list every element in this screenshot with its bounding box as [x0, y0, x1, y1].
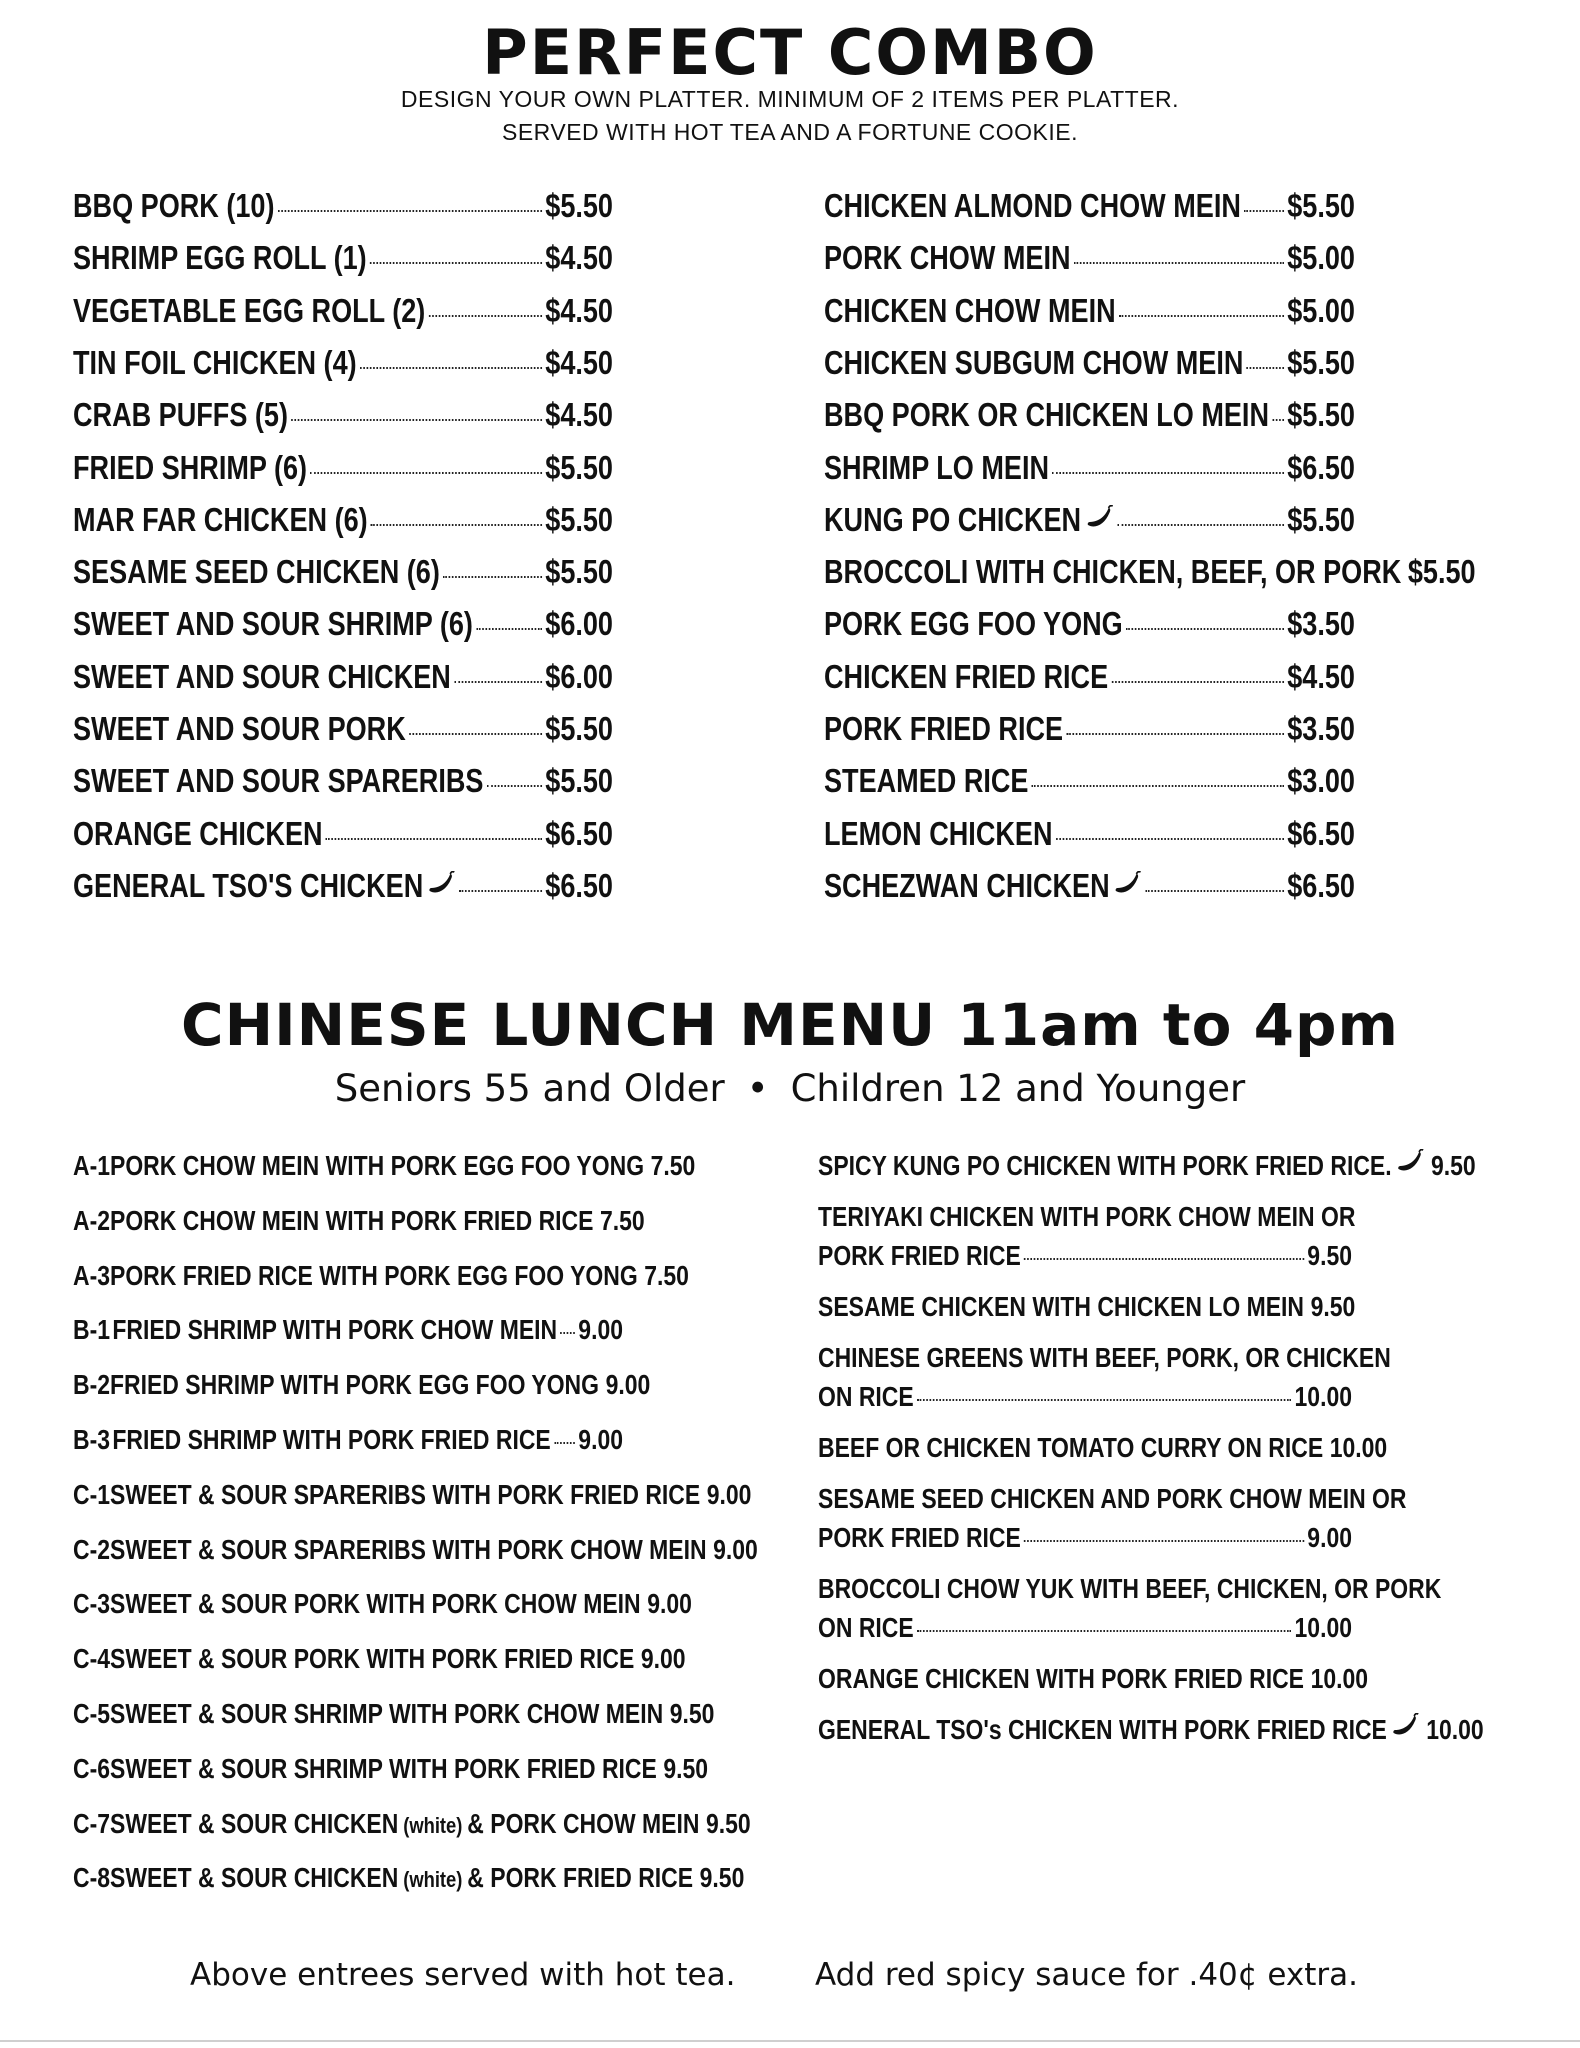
item-price: $5.00 [1287, 291, 1355, 329]
item-price: $4.50 [545, 343, 613, 381]
item-name: FRIED SHRIMP WITH PORK FRIED RICE [112, 1424, 551, 1455]
item-price: 9.50 [699, 1862, 745, 1894]
item-price: 9.00 [578, 1314, 623, 1346]
item-price: 9.50 [706, 1807, 751, 1839]
lunch-item [818, 1521, 1352, 1555]
dot-leader [429, 315, 542, 317]
dot-leader [1052, 472, 1284, 474]
item-code: A-1 [73, 1150, 111, 1181]
item-name: SPICY KUNG PO CHICKEN WITH PORK FRIED RICE. [818, 1150, 1392, 1181]
item-price: $3.00 [1287, 762, 1355, 800]
lunch-item-first-line: BROCCOLI CHOW YUK WITH BEEF, CHICKEN, OR PORK [818, 1573, 1442, 1604]
dot-leader [1074, 262, 1284, 264]
item-name: SWEET & SOUR CHICKEN [110, 1807, 399, 1839]
dot-leader [1119, 315, 1284, 317]
item-price: $5.00 [1287, 239, 1355, 277]
item-price: 7.50 [644, 1259, 689, 1291]
item-name: ORANGE CHICKEN [73, 814, 323, 852]
item-name: PORK CHOW MEIN WITH PORK EGG FOO YONG [110, 1150, 645, 1181]
dot-leader [1272, 419, 1284, 421]
item-code: C-4 [73, 1643, 111, 1675]
item-price: $6.50 [1287, 814, 1355, 852]
combo-item [824, 395, 1355, 435]
item-code: A-3 [73, 1259, 111, 1291]
item-name: FRIED SHRIMP WITH PORK EGG FOO YONG [110, 1369, 600, 1401]
item-code: C-7 [73, 1807, 111, 1839]
item-name: SESAME CHICKEN WITH CHICKEN LO MEIN [818, 1291, 1305, 1322]
dot-leader [487, 785, 542, 787]
dot-leader [917, 1630, 1291, 1632]
item-name: SWEET & SOUR SHRIMP WITH PORK FRIED RICE [110, 1752, 657, 1784]
item-name: SWEET & SOUR CHICKEN [110, 1862, 399, 1894]
item-name: BBQ PORK OR CHICKEN LO MEIN [824, 396, 1270, 434]
item-code: C-6 [73, 1752, 111, 1784]
combo-item [824, 238, 1355, 278]
item-name: SCHEZWAN CHICKEN [824, 866, 1110, 904]
lunch-item [73, 1533, 758, 1567]
item-price: 9.00 [640, 1643, 686, 1675]
item-name: SWEET AND SOUR CHICKEN [73, 657, 451, 695]
item-code: C-3 [73, 1588, 111, 1620]
combo-item [824, 552, 1476, 592]
lunch-right-column [818, 1149, 1484, 1749]
item-price: $5.50 [1407, 553, 1476, 591]
combo-item [73, 657, 613, 697]
item-name: CRAB PUFFS (5) [73, 396, 288, 434]
item-name: SHRIMP LO MEIN [824, 448, 1050, 486]
lunch-subtitle-children: Children 12 and Younger [790, 1067, 1246, 1110]
item-price: $6.50 [1287, 448, 1355, 486]
lunch-item [73, 1149, 696, 1183]
lunch-item [73, 1587, 692, 1621]
item-price: 9.00 [647, 1588, 692, 1620]
lunch-item [73, 1478, 752, 1512]
dot-leader [291, 419, 542, 421]
dot-leader [371, 524, 542, 526]
combo-item [73, 709, 613, 749]
item-price: 9.50 [1430, 1150, 1476, 1181]
lunch-subtitle [0, 1066, 1580, 1112]
lunch-item [73, 1204, 645, 1238]
item-price: $4.50 [545, 239, 613, 277]
dot-leader [1111, 681, 1284, 683]
combo-item [73, 395, 613, 435]
item-name: CHICKEN CHOW MEIN [824, 291, 1116, 329]
item-price: 10.00 [1310, 1663, 1369, 1694]
chili-pepper-icon [1086, 500, 1114, 540]
item-name: SHRIMP EGG ROLL (1) [73, 239, 367, 277]
item-code: C-5 [73, 1698, 111, 1729]
dot-leader [554, 1442, 575, 1444]
item-price: $5.50 [1287, 343, 1355, 381]
combo-item [824, 343, 1355, 383]
chili-pepper-icon [428, 866, 456, 906]
item-price: $6.50 [1287, 866, 1355, 904]
lunch-item [818, 1290, 1356, 1324]
dot-leader [454, 681, 542, 683]
item-price: $5.50 [545, 553, 613, 591]
lunch-item [818, 1713, 1484, 1747]
item-price: 9.00 [706, 1478, 752, 1510]
item-name: ORANGE CHICKEN WITH PORK FRIED RICE [818, 1663, 1305, 1694]
item-name: ON RICE [818, 1612, 914, 1643]
lunch-item-first-line: TERIYAKI CHICKEN WITH PORK CHOW MEIN OR [818, 1201, 1356, 1232]
item-price: $5.50 [1287, 187, 1355, 224]
item-code: B-1 [73, 1314, 111, 1346]
item-name: PORK EGG FOO YONG [824, 605, 1123, 643]
chili-pepper-icon [1392, 1713, 1420, 1747]
item-price: 9.00 [578, 1424, 623, 1455]
item-code: B-2 [73, 1369, 111, 1401]
item-name-continued: & PORK CHOW MEIN [467, 1807, 700, 1839]
dot-leader [459, 890, 542, 892]
lunch-item [73, 1642, 686, 1676]
combo-subtitle-2: SERVED WITH HOT TEA AND A FORTUNE COOKIE. [501, 119, 1079, 145]
combo-item [73, 761, 613, 801]
lunch-item [73, 1313, 623, 1347]
item-code: A-2 [73, 1204, 111, 1236]
item-note: (white) [403, 1812, 463, 1838]
footer-spicy-sauce-note: Add red spicy sauce for .40¢ extra. [815, 1957, 1358, 1993]
combo-item [824, 657, 1355, 697]
dot-leader [1024, 1258, 1304, 1260]
item-name: FRIED SHRIMP WITH PORK CHOW MEIN [112, 1314, 558, 1346]
dot-leader [326, 838, 542, 840]
dot-leader [1066, 733, 1284, 735]
combo-item [73, 866, 613, 906]
combo-item [824, 604, 1355, 644]
item-price: 9.50 [1307, 1240, 1352, 1271]
lunch-item [818, 1380, 1352, 1414]
combo-title: PERFECT COMBO [482, 16, 1098, 89]
combo-item [73, 343, 613, 383]
item-name-continued: & PORK FRIED RICE [467, 1862, 694, 1894]
combo-right-column [824, 186, 1476, 906]
dot-leader [443, 576, 542, 578]
lunch-left-column [73, 1149, 758, 1909]
dot-leader [360, 367, 542, 369]
lunch-item [73, 1259, 689, 1293]
lunch-item [818, 1149, 1476, 1183]
dot-leader [560, 1332, 575, 1334]
item-name: VEGETABLE EGG ROLL (2) [73, 291, 426, 329]
item-name: SWEET & SOUR PORK WITH PORK CHOW MEIN [110, 1588, 641, 1620]
item-price: 9.50 [663, 1752, 709, 1784]
item-price: 7.50 [650, 1150, 696, 1181]
item-name: CHICKEN FRIED RICE [824, 657, 1109, 695]
item-name: SESAME SEED CHICKEN (6) [73, 553, 440, 591]
lunch-item [73, 1423, 623, 1457]
item-price: $3.50 [1287, 710, 1355, 747]
item-price: $6.50 [545, 814, 613, 852]
item-price: 9.50 [669, 1698, 715, 1729]
item-name: SWEET & SOUR PORK WITH PORK FRIED RICE [110, 1643, 635, 1675]
dot-leader [1247, 367, 1284, 369]
combo-item [824, 814, 1355, 854]
combo-item [824, 186, 1355, 226]
lunch-item [818, 1239, 1352, 1273]
lunch-item [73, 1752, 709, 1786]
item-price: 7.50 [599, 1204, 645, 1236]
item-code: C-1 [73, 1478, 111, 1510]
dot-leader [1024, 1540, 1304, 1542]
lunch-item [818, 1611, 1352, 1645]
item-price: $5.50 [545, 187, 613, 224]
item-name: PORK FRIED RICE [818, 1240, 1021, 1271]
item-code: B-3 [73, 1424, 111, 1455]
item-price: $5.50 [1287, 396, 1355, 434]
item-name: CHICKEN SUBGUM CHOW MEIN [824, 343, 1244, 381]
item-price: 10.00 [1294, 1612, 1352, 1643]
lunch-title: CHINESE LUNCH MENU 11am to 4pm [181, 991, 1399, 1059]
dot-leader [1032, 785, 1284, 787]
item-name: SWEET AND SOUR SHRIMP (6) [73, 605, 473, 643]
combo-item [824, 709, 1355, 749]
item-name: GENERAL TSO'S CHICKEN [73, 866, 424, 904]
combo-subtitle-1: DESIGN YOUR OWN PLATTER. MINIMUM OF 2 ITEMS PER PLATTER. [400, 86, 1180, 112]
combo-item [73, 604, 613, 644]
item-code: C-8 [73, 1862, 111, 1894]
item-price: $3.50 [1287, 605, 1355, 643]
dot-leader [1244, 210, 1284, 212]
item-name: PORK CHOW MEIN WITH PORK FRIED RICE [110, 1204, 594, 1236]
chili-pepper-icon [1115, 866, 1143, 906]
bullet-separator: • [746, 1067, 769, 1110]
combo-item [824, 448, 1355, 488]
item-price: 9.00 [605, 1369, 651, 1401]
item-price: $6.00 [545, 657, 613, 695]
item-price: $5.50 [545, 448, 613, 486]
item-name: ON RICE [818, 1381, 914, 1412]
combo-item [824, 761, 1355, 801]
lunch-item-first-line: SESAME SEED CHICKEN AND PORK CHOW MEIN OR [818, 1483, 1407, 1514]
combo-item [73, 448, 613, 488]
dot-leader [278, 210, 542, 212]
item-name: BEEF OR CHICKEN TOMATO CURRY ON RICE [818, 1432, 1324, 1463]
combo-item [73, 186, 613, 226]
item-price: $5.50 [545, 710, 613, 747]
dot-leader [310, 472, 542, 474]
combo-item [73, 291, 613, 331]
item-name: PORK FRIED RICE WITH PORK EGG FOO YONG [110, 1259, 638, 1291]
combo-item [73, 238, 613, 278]
item-name: SWEET & SOUR SPARERIBS WITH PORK FRIED RICE [110, 1478, 701, 1510]
item-name: SWEET AND SOUR SPARERIBS [73, 762, 484, 800]
lunch-item [73, 1697, 715, 1731]
item-price: 9.00 [1307, 1522, 1352, 1553]
lunch-item [818, 1662, 1369, 1696]
item-name: LEMON CHICKEN [824, 814, 1053, 852]
item-price: 9.50 [1310, 1291, 1356, 1322]
dot-leader [917, 1399, 1291, 1401]
item-price: $5.50 [545, 762, 613, 800]
item-name: SWEET & SOUR SHRIMP WITH PORK CHOW MEIN [110, 1698, 664, 1729]
item-note: (white) [403, 1867, 463, 1893]
item-name: SWEET & SOUR SPARERIBS WITH PORK CHOW MEIN [110, 1533, 707, 1565]
lunch-item [73, 1861, 745, 1895]
item-price: $6.50 [545, 866, 613, 904]
lunch-item [73, 1368, 651, 1402]
item-name: CHICKEN ALMOND CHOW MEIN [824, 187, 1241, 224]
item-name: SWEET AND SOUR PORK [73, 710, 406, 747]
item-price: 10.00 [1294, 1381, 1352, 1412]
combo-item [73, 500, 613, 540]
item-name: MAR FAR CHICKEN (6) [73, 500, 368, 538]
item-name: PORK FRIED RICE [824, 710, 1064, 747]
dot-leader [1056, 838, 1284, 840]
item-name: STEAMED RICE [824, 762, 1029, 800]
dot-leader [476, 628, 542, 630]
lunch-subtitle-seniors: Seniors 55 and Older [334, 1067, 725, 1110]
lunch-item [818, 1431, 1388, 1465]
footer-hot-tea-note: Above entrees served with hot tea. [190, 1957, 736, 1993]
item-price: $4.50 [545, 291, 613, 329]
bottom-divider [0, 2040, 1580, 2042]
chili-pepper-icon [1397, 1149, 1425, 1183]
item-price: 10.00 [1426, 1714, 1484, 1745]
item-price: $6.00 [545, 605, 613, 643]
dot-leader [1126, 628, 1284, 630]
item-price: 9.00 [713, 1533, 758, 1565]
item-price: $5.50 [545, 500, 613, 538]
dot-leader [370, 262, 542, 264]
item-name: BROCCOLI WITH CHICKEN, BEEF, OR PORK [824, 553, 1402, 591]
item-price: $5.50 [1287, 500, 1355, 538]
item-price: $4.50 [1287, 657, 1355, 695]
combo-item [824, 866, 1355, 906]
dot-leader [409, 733, 542, 735]
item-name: BBQ PORK (10) [73, 187, 275, 224]
item-name: GENERAL TSO's CHICKEN WITH PORK FRIED RICE [818, 1714, 1387, 1745]
combo-item [824, 500, 1355, 540]
combo-left-column [73, 186, 613, 906]
item-name: PORK FRIED RICE [818, 1522, 1021, 1553]
combo-item [73, 814, 613, 854]
item-price: $4.50 [545, 396, 613, 434]
combo-item [824, 291, 1355, 331]
item-name: PORK CHOW MEIN [824, 239, 1071, 277]
combo-item [73, 552, 613, 592]
item-name: FRIED SHRIMP (6) [73, 448, 308, 486]
item-name: KUNG PO CHICKEN [824, 500, 1082, 538]
item-price: 10.00 [1329, 1432, 1388, 1463]
item-code: C-2 [73, 1533, 111, 1565]
lunch-item [73, 1807, 751, 1841]
item-name: TIN FOIL CHICKEN (4) [73, 343, 357, 381]
lunch-item-first-line: CHINESE GREENS WITH BEEF, PORK, OR CHICKEN [818, 1342, 1391, 1373]
dot-leader [1117, 524, 1284, 526]
dot-leader [1146, 890, 1284, 892]
